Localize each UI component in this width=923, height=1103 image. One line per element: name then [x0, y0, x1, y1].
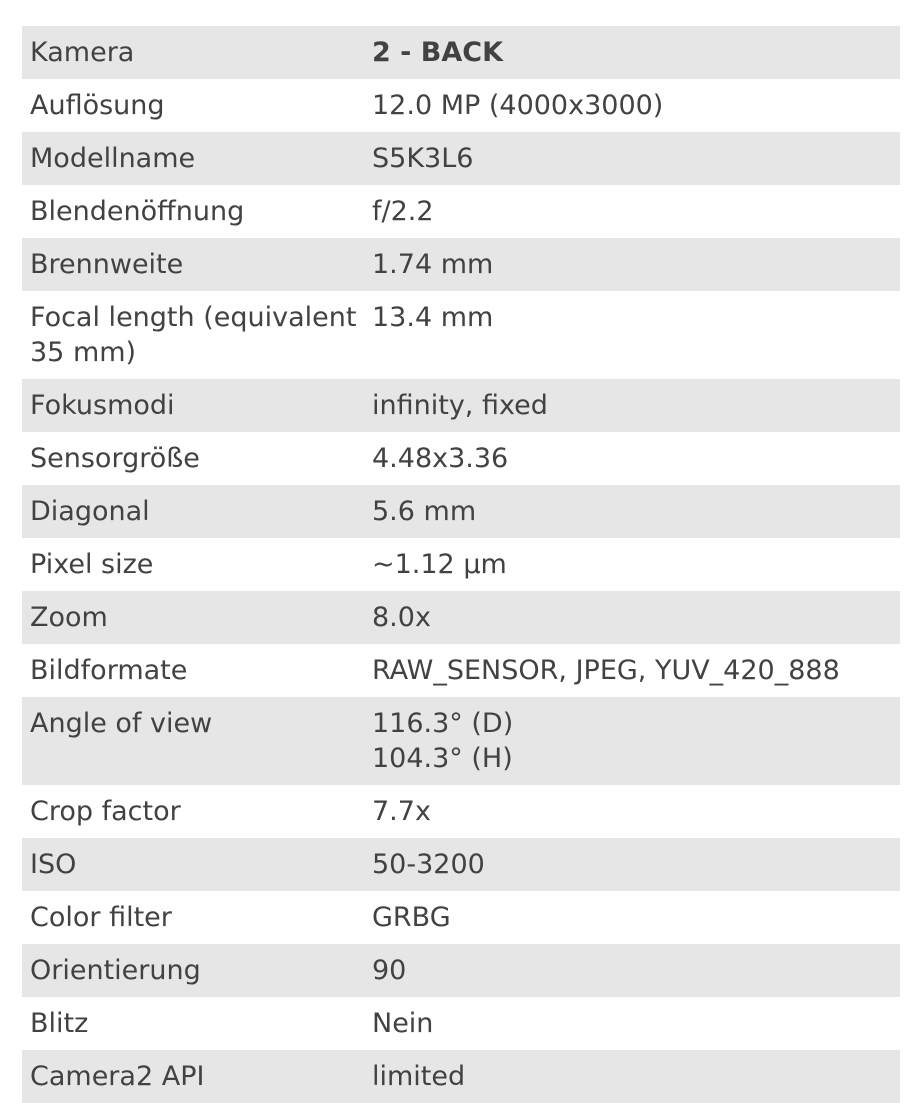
spec-value: limited	[372, 1061, 466, 1092]
spec-value: 13.4 mm	[372, 302, 494, 333]
spec-row-model-name	[22, 132, 900, 185]
spec-row-camera	[22, 26, 900, 79]
spec-label: Zoom	[30, 602, 108, 633]
spec-value: S5K3L6	[372, 143, 474, 174]
spec-row-color-filter	[22, 891, 900, 944]
spec-value: Nein	[372, 1008, 434, 1039]
spec-value: 4.48x3.36	[372, 443, 509, 474]
spec-row-flash	[22, 997, 900, 1050]
spec-label: Modellname	[30, 143, 196, 174]
spec-row-sensor-size	[22, 432, 900, 485]
spec-label: Fokusmodi	[30, 390, 175, 421]
spec-row-diagonal	[22, 485, 900, 538]
spec-label: Kamera	[30, 37, 135, 68]
spec-label: Focal length (equivalent 35 mm)	[30, 302, 357, 368]
spec-label: Auflösung	[30, 90, 165, 121]
spec-label: ISO	[30, 849, 77, 880]
spec-row-orientation	[22, 944, 900, 997]
spec-row-resolution	[22, 79, 900, 132]
spec-row-focus-modes	[22, 379, 900, 432]
spec-row-focal-length	[22, 238, 900, 291]
spec-value: GRBG	[372, 902, 451, 933]
spec-value: 5.6 mm	[372, 496, 477, 527]
spec-label: Brennweite	[30, 249, 184, 280]
spec-value: 8.0x	[372, 602, 431, 633]
spec-row-iso	[22, 838, 900, 891]
spec-value: RAW_SENSOR, JPEG, YUV_420_888	[372, 655, 840, 686]
spec-label: Diagonal	[30, 496, 150, 527]
spec-row-pixel-size	[22, 538, 900, 591]
spec-label: Blitz	[30, 1008, 89, 1039]
spec-value: ~1.12 µm	[372, 549, 507, 580]
spec-value: 50-3200	[372, 849, 485, 880]
spec-row-crop-factor	[22, 785, 900, 838]
spec-value: f/2.2	[372, 196, 434, 227]
spec-row-zoom	[22, 591, 900, 644]
spec-row-focal-length-equivalent	[22, 291, 900, 379]
spec-row-angle-of-view	[22, 697, 900, 785]
spec-value: infinity, fixed	[372, 390, 548, 421]
spec-label: Color filter	[30, 902, 172, 933]
camera-specs-table	[22, 26, 900, 1103]
spec-value: 12.0 MP (4000x3000)	[372, 90, 664, 121]
spec-value: 116.3° (D) 104.3° (H)	[372, 708, 514, 774]
spec-row-camera2-api	[22, 1050, 900, 1103]
spec-row-image-formats	[22, 644, 900, 697]
spec-value: 2 - BACK	[372, 37, 504, 68]
spec-label: Blendenöffnung	[30, 196, 245, 227]
spec-value: 1.74 mm	[372, 249, 494, 280]
spec-value: 7.7x	[372, 796, 431, 827]
spec-value: 90	[372, 955, 407, 986]
spec-label: Camera2 API	[30, 1061, 205, 1092]
spec-row-aperture	[22, 185, 900, 238]
spec-label: Orientierung	[30, 955, 201, 986]
spec-label: Bildformate	[30, 655, 188, 686]
spec-label: Angle of view	[30, 708, 213, 739]
spec-label: Pixel size	[30, 549, 154, 580]
spec-label: Sensorgröße	[30, 443, 200, 474]
spec-label: Crop factor	[30, 796, 181, 827]
